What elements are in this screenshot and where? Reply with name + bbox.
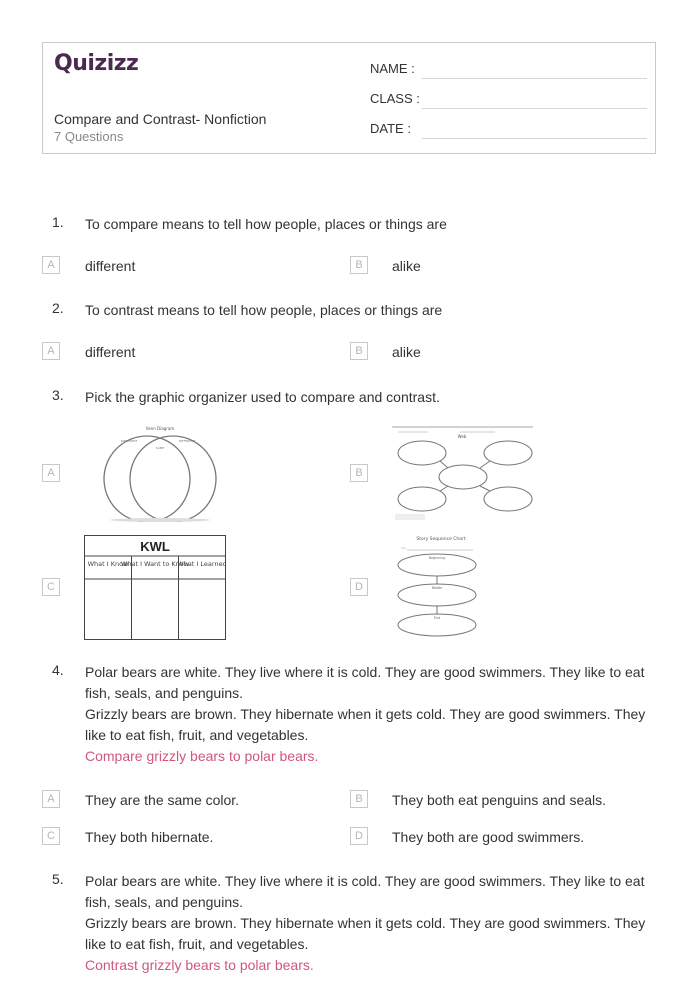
kwl-column-learned: What I Learned [177,560,226,568]
question-count: 7 Questions [54,129,124,144]
question-number: 5. [52,871,64,887]
passage-line-polar: Polar bears are white. They live where it is cold. They are good swimmers. They like to eat fish, seals, and penguins. [85,664,645,701]
question-text [85,871,655,976]
option-b-box[interactable]: B [350,256,368,274]
passage-line-grizzly: Grizzly bears are brown. They hibernate when it gets cold. They are good swimmers. They like to eat fish, fruit, and vegetables. [85,706,646,743]
kwl-title: KWL [140,539,170,554]
class-field[interactable] [422,108,647,109]
question-number: 1. [52,214,64,230]
web-diagram-image[interactable] [390,424,535,524]
question-number: 2. [52,300,64,316]
worksheet-title: Compare and Contrast- Nonfiction [54,111,267,127]
option-a-box[interactable]: A [42,464,60,482]
option-b-text[interactable]: They both eat penguins and seals. [392,792,607,808]
question-text: To compare means to tell how people, places or things are [85,216,447,232]
option-a-box[interactable]: A [42,342,60,360]
option-a-box[interactable]: A [42,256,60,274]
question-prompt: Contrast grizzly bears to polar bears. [85,957,314,973]
question-number: 4. [52,662,64,678]
question-number: 3. [52,387,64,403]
story-sequence-image[interactable] [393,532,483,640]
date-label: DATE : [370,121,411,136]
option-a-text[interactable]: They are the same color. [85,792,240,808]
venn-middle-label: SAME [155,446,165,450]
option-b-text[interactable]: alike [392,258,421,274]
passage-line-grizzly: Grizzly bears are brown. They hibernate when it gets cold. They are good swimmers. They like to eat fish, fruit, and vegetables. [85,915,646,952]
option-c-box[interactable]: C [42,578,60,596]
option-d-box[interactable]: D [350,827,368,845]
name-field[interactable] [422,78,647,79]
kwl-column-want: What I Want to Know [120,560,190,568]
option-b-box[interactable]: B [350,790,368,808]
question-text: To contrast means to tell how people, places or things are [85,302,443,318]
option-a-text[interactable]: different [85,344,136,360]
date-field[interactable] [422,138,647,139]
kwl-column-know: What I Know [87,560,129,568]
option-a-text[interactable]: different [85,258,136,274]
quizizz-logo: Quizizz [54,51,139,76]
name-label: NAME : [370,61,415,76]
question-4 [0,662,700,772]
option-b-text[interactable]: alike [392,344,421,360]
question-text [85,662,655,767]
question-prompt: Compare grizzly bears to polar bears. [85,748,319,764]
question-text: Pick the graphic organizer used to compare and contrast. [85,389,440,405]
story-middle-label: Middle [431,586,443,590]
venn-title: Venn Diagram [145,426,175,431]
option-d-text[interactable]: They both are good swimmers. [392,829,585,845]
question-5 [0,871,700,981]
class-label: CLASS : [370,91,420,106]
venn-left-label: DIFFERENT [120,439,138,443]
option-b-box[interactable]: B [350,464,368,482]
venn-right-label: DIFFERENT [178,439,196,443]
option-b-box[interactable]: B [350,342,368,360]
story-beginning-label: Beginning [428,556,446,560]
passage-line-polar: Polar bears are white. They live where it is cold. They are good swimmers. They like to eat fish, seals, and penguins. [85,873,645,910]
kwl-chart-image[interactable] [84,535,226,640]
option-a-box[interactable]: A [42,790,60,808]
story-end-label: End [433,616,441,620]
option-c-box[interactable]: C [42,827,60,845]
option-c-text[interactable]: They both hibernate. [85,829,214,845]
option-d-box[interactable]: D [350,578,368,596]
venn-diagram-image[interactable] [95,422,225,522]
web-title: Web [457,434,467,439]
story-title: Story Sequence Chart [416,537,466,542]
worksheet-header [42,42,656,154]
